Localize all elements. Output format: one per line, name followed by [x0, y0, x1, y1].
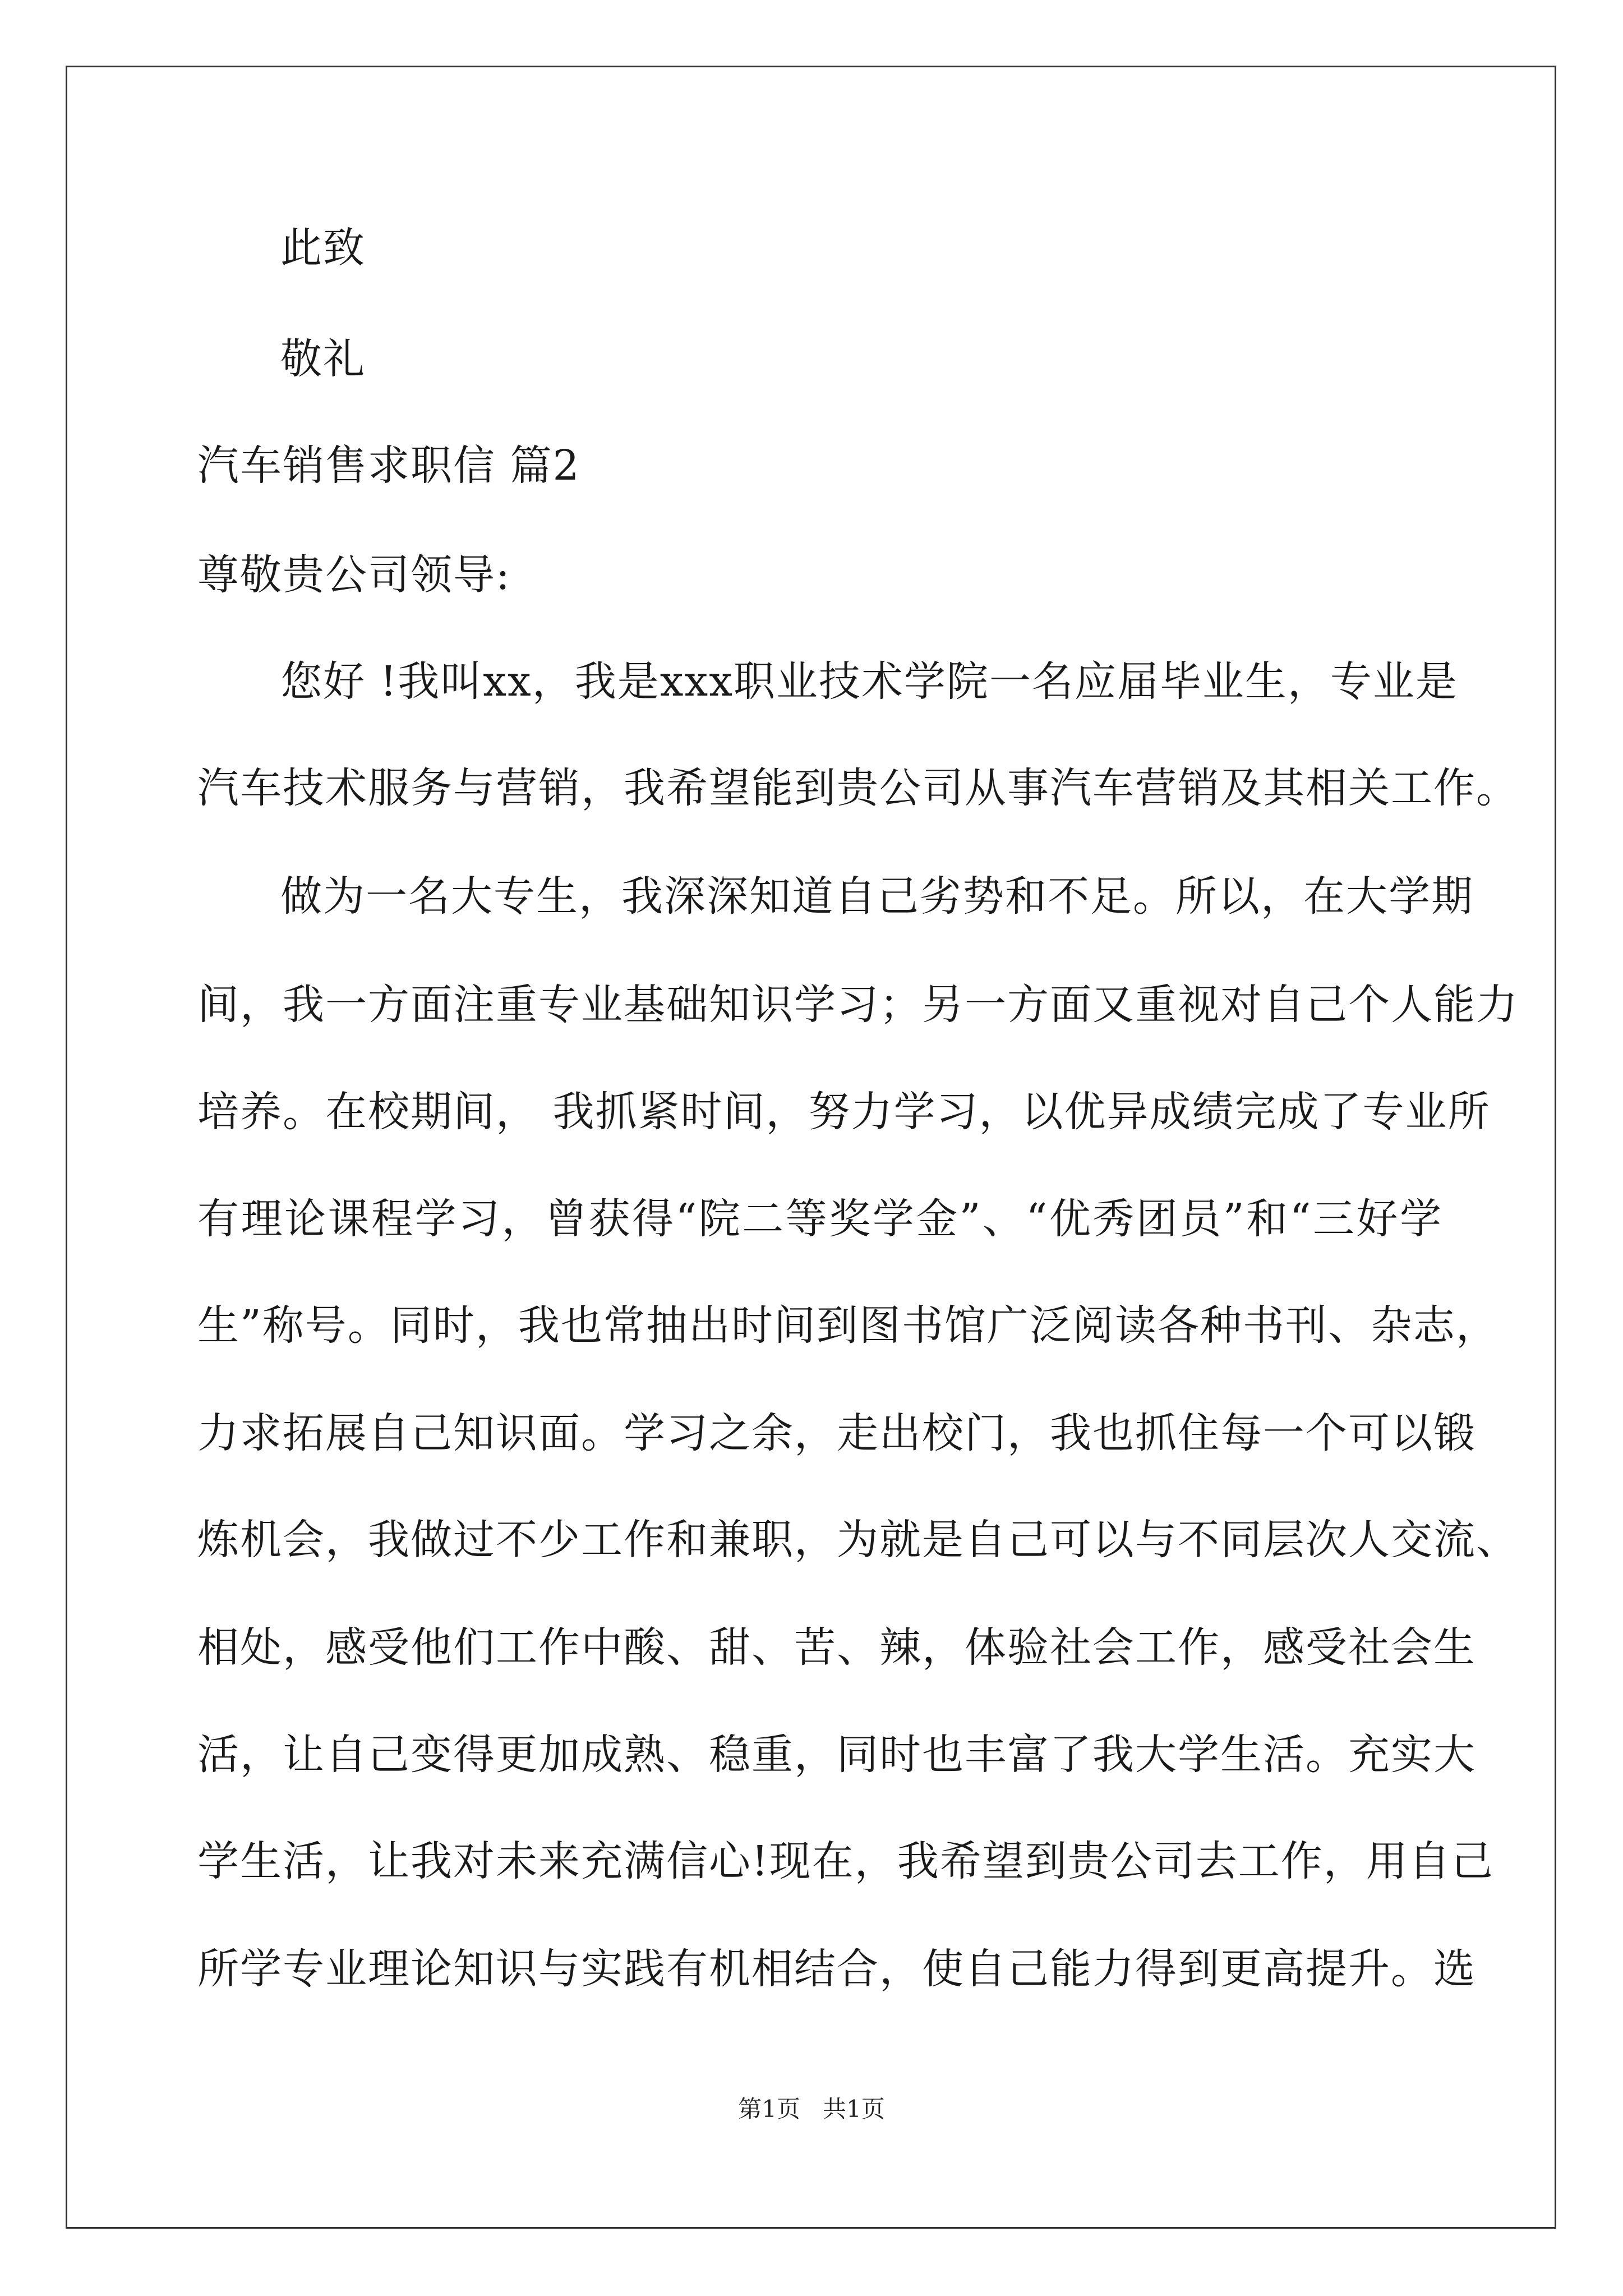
- salutation: 尊敬贵公司领导:: [197, 551, 511, 599]
- paragraph2-line-3: 培养。在校期间， 我抓紧时间，努力学习，以优异成绩完成了专业所: [197, 1088, 1491, 1136]
- paragraph2-line-7: 炼机会，我做过不少工作和兼职，为就是自己可以与不同层次人交流、: [197, 1516, 1519, 1564]
- page-number: 第1页 共1页: [738, 2095, 885, 2123]
- paragraph2-line-9: 活，让自己变得更加成熟、稳重，同时也丰富了我大学生活。充实大: [197, 1731, 1476, 1779]
- paragraph2-line-11: 所学专业理论知识与实践有机相结合，使自己能力得到更高提升。选: [197, 1945, 1476, 1993]
- section-title: 汽车销售求职信 篇2: [197, 441, 580, 490]
- paragraph2-line-4: 有理论课程学习，曾获得“院二等奖学金”、“优秀团员”和“三好学: [197, 1195, 1442, 1243]
- paragraph1-line-2: 汽车技术服务与营销，我希望能到贵公司从事汽车营销及其相关工作。: [197, 764, 1519, 812]
- paragraph2-line-10: 学生活，让我对未来充满信心!现在，我希望到贵公司去工作，用自己: [197, 1837, 1494, 1885]
- paragraph2-line-8: 相处，感受他们工作中酸、甜、苦、辣，体验社会工作，感受社会生: [197, 1623, 1476, 1672]
- page-border: [66, 66, 1556, 2229]
- paragraph2-line-5: 生”称号。同时，我也常抽出时间到图书馆广泛阅读各种书刊、杂志，: [197, 1301, 1498, 1350]
- closing-line-1: 此致: [280, 224, 366, 272]
- paragraph2-line-1: 做为一名大专生，我深深知道自己劣势和不足。所以，在大学期: [280, 872, 1474, 921]
- paragraph1-line-1: 您好 !我叫xx，我是xxx职业技术学院一名应届毕业生，专业是: [280, 657, 1458, 706]
- closing-line-2: 敬礼: [280, 335, 366, 383]
- paragraph2-line-2: 间，我一方面注重专业基础知识学习；另一方面又重视对自己个人能力: [197, 981, 1519, 1029]
- paragraph2-line-6: 力求拓展自己知识面。学习之余，走出校门，我也抓住每一个可以锻: [197, 1409, 1476, 1457]
